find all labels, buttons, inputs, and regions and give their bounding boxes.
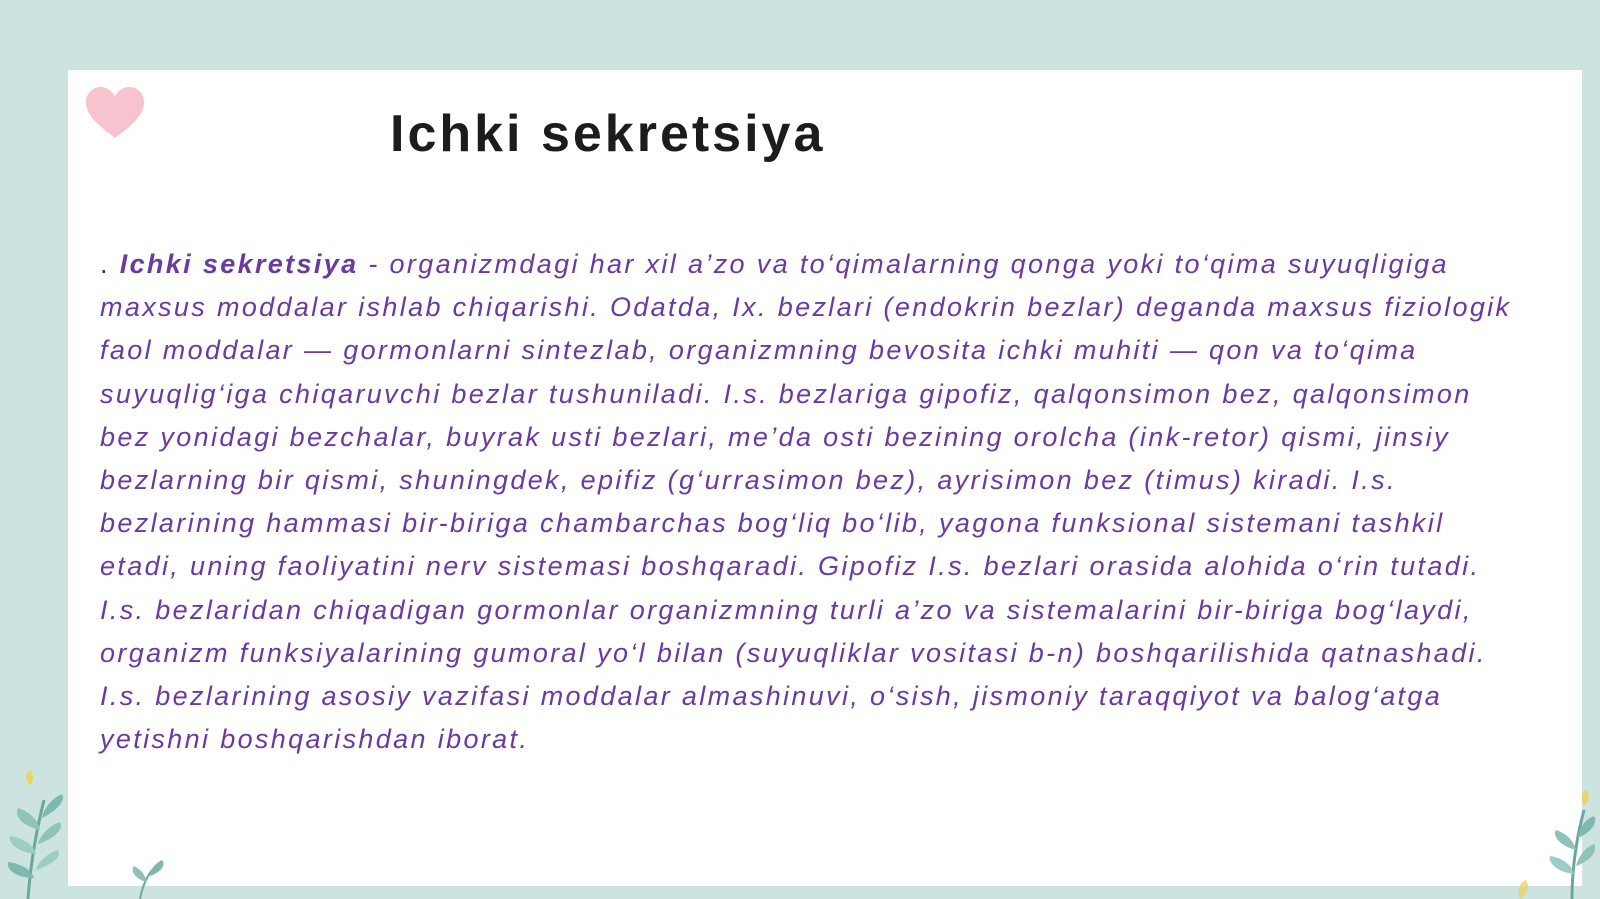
- lead-mark: .: [100, 249, 110, 279]
- heart-icon: [84, 86, 146, 140]
- leaf-icon: [0, 770, 180, 899]
- body-paragraph: [100, 243, 1518, 761]
- definition-text: - organizmdagi har xil a’zo va to‘qimalarning qonga yoki to‘qima suyuqligiga maxsus moddalar ishlab chiqarishi. Odatda, Ix. bezlari (endokrin bezlar) deganda maxsus fiziologik faol moddalar — gormonlarni sintezlab, organizmning bevosita ichki muhiti — qon va to‘qima suyuqlig‘iga chiqaruvchi bezlar tushuniladi. I.s. bezlariga gipofiz, qalqonsimon bez, qalqonsimon bez yonidagi bezchalar, buyrak usti bezlari, me’da osti bezining orolcha (ink-retor) qismi, jinsiy bezlarning bir qismi, shuningdek, epifiz (g‘urrasimon bez), ayrisimon bez (timus) kiradi. I.s. bezlarining hammasi bir-biriga chambarchas bog‘liq bo‘lib, yagona funksional sistemani tashkil etadi, uning faoliyatini nerv sistemasi boshqaradi. Gipofiz I.s. bezlari orasida alohida o‘rin tutadi. I.s. bezlaridan chiqadigan gormonlar organizmning turli a’zo va sistemalarini bir-biriga bog‘laydi, organizm funksiyalarining gumoral yo‘l bilan (suyuqliklar vositasi b-n) boshqarilishida qatnashadi. I.s. bezlarining asosiy vazifasi moddalar almashinuvi, o‘sish, jismoniy taraqqiyot va balog‘atga yetishni boshqarishdan iborat.: [100, 249, 1512, 755]
- term-highlight: Ichki sekretsiya: [119, 249, 359, 279]
- slide-title: Ichki sekretsiya: [390, 105, 826, 163]
- leaf-icon: [1480, 790, 1600, 899]
